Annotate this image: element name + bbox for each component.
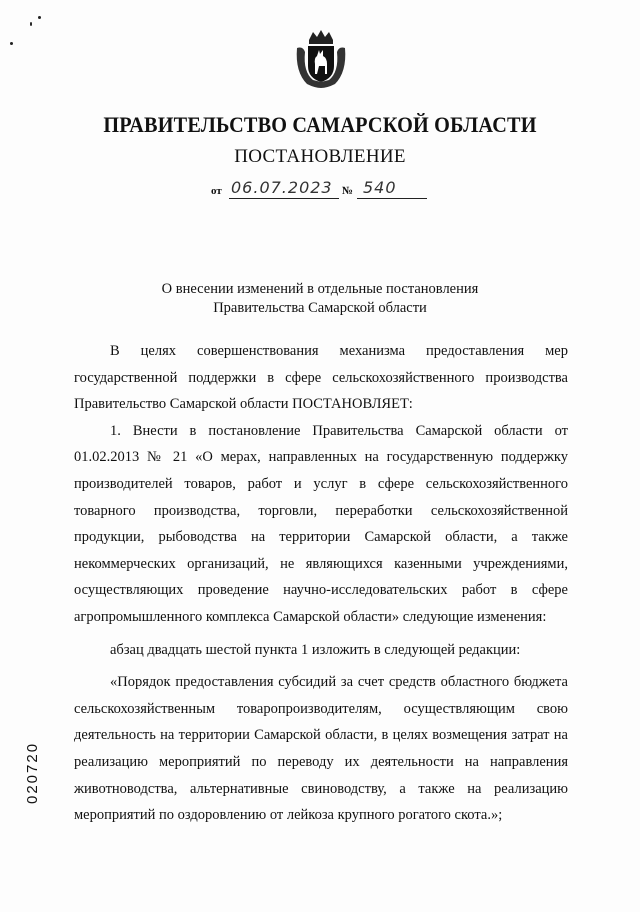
government-title: ПРАВИТЕЛЬСТВО САМАРСКОЙ ОБЛАСТИ <box>103 112 537 137</box>
date-number-line <box>211 178 441 200</box>
date-prefix: от <box>211 185 222 197</box>
samara-coat-of-arms-icon <box>293 28 349 90</box>
scan-speck <box>38 16 41 19</box>
subject-line-2: Правительства Самарской области <box>213 300 427 316</box>
document-body <box>74 338 568 829</box>
handwritten-date: 06.07.2023 <box>231 178 333 197</box>
subject-line-1: О внесении изменений в отдельные постановления <box>161 281 479 297</box>
paragraph-preamble: В целях совершенствования механизма предоставления мер государственной поддержки в сфере сельскохозяйственного производства Правительство Самарской области ПОСТАНОВЛЯЕТ: <box>74 343 568 413</box>
paragraph-amendment-text: «Порядок предоставления субсидий за счет средств областного бюджета сельскохозяйственным товаропроизводителям, осуществляющим свою деятельность на территории Самарской области, в целях возмещения затрат на реализацию мероприятий по переводу их деятельности на направления животноводства, альтернативные свиноводству, а также на реализацию мероприятий по оздоровлению от лейкоза крупного рогатого скота.»; <box>74 674 568 824</box>
document-serial-number: 020720 <box>24 741 41 804</box>
number-prefix: № <box>342 185 354 197</box>
handwritten-number: 540 <box>363 178 397 197</box>
scan-speck <box>10 42 13 45</box>
document-type: ПОСТАНОВЛЕНИЕ <box>234 146 406 167</box>
number-underline <box>357 198 427 199</box>
document-subject <box>0 280 640 318</box>
scan-speck <box>30 22 32 26</box>
paragraph-item-1: 1. Внести в постановление Правительства Самарской области от 01.02.2013 № 21 «О мерах, направленных на государственную поддержку производителей товаров, работ и услуг в сфере сельскохозяйственного товарного производства, торговли, переработки сельскохозяйственной продукции, рыбоводства на территории Самарской области, а также некоммерческих организаций, не являющихся казенными учреждениями, осуществляющих проведение научно-исследовательских работ в сфере агропромышленного комплекса Самарской области» следующие изменения: <box>74 422 568 625</box>
paragraph-amendment-intro: абзац двадцать шестой пункта 1 изложить в следующей редакции: <box>110 641 521 658</box>
date-underline <box>229 198 339 199</box>
